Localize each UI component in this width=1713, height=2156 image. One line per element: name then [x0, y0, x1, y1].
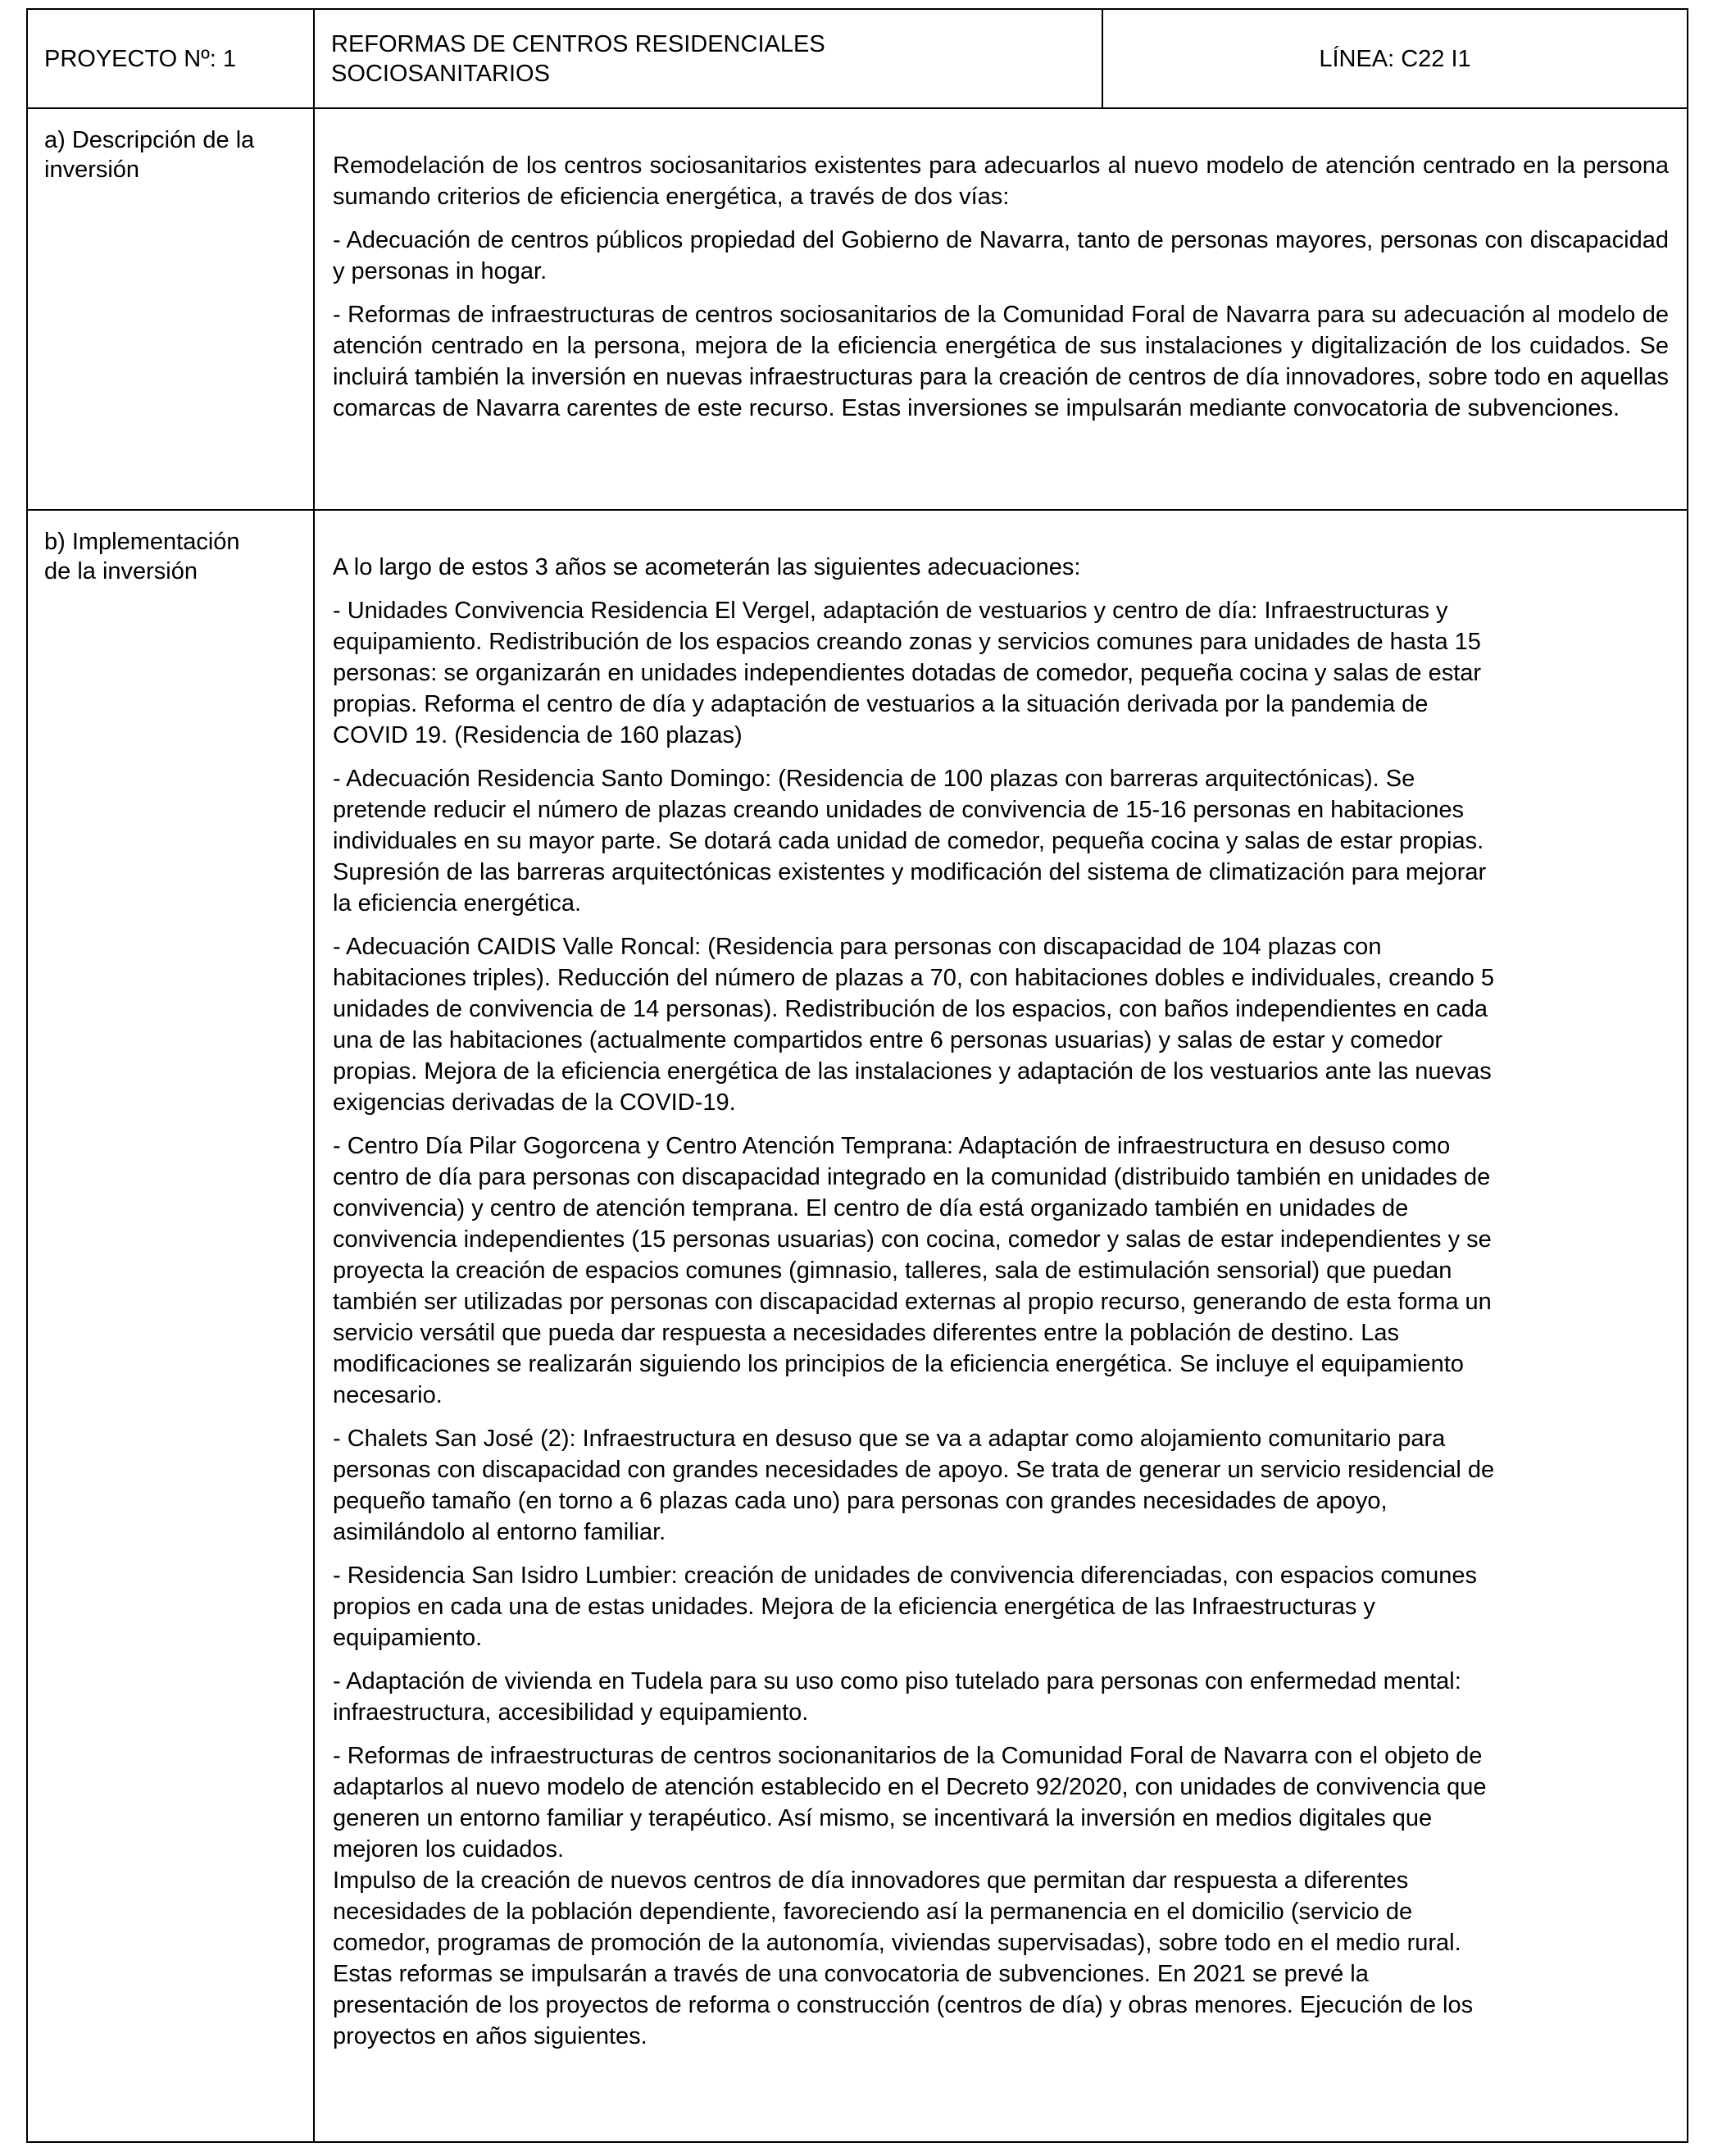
implementation-paragraph: - Chalets San José (2): Infraestructura en desuso que se va a adaptar como alojamiento comunitario para personas con discapacidad con grandes necesidades de apoyo. Se trata de generar un servicio residencial de pequeño tamaño (en torno a 6 plazas cada uno) para personas con grandes necesidades de apoyo, asimilándolo al entorno familiar. [333, 1426, 1495, 1545]
implementation-paragraph: - Adecuación Residencia Santo Domingo: (Residencia de 100 plazas con barreras arquitectónicas). Se pretende reducir el número de plazas creando unidades de convivencia de 15-16 personas en habitaciones individuales en su mayor parte. Se dotará cada unidad de comedor, pequeña cocina y salas de estar propias. Supresión de las barreras arquitectónicas existentes y modificación del sistema de climatización para mejorar la eficiencia energética. [333, 766, 1487, 917]
description-label-cell [27, 108, 314, 510]
project-number-cell [27, 9, 314, 108]
implementation-paragraph: A lo largo de estos 3 años se acometerán las siguientes adecuaciones: [333, 554, 1081, 580]
implementation-content-cell [314, 510, 1688, 2142]
description-paragraphs [315, 109, 1687, 424]
description-content-cell [314, 108, 1688, 510]
implementation-paragraph: - Residencia San Isidro Lumbier: creación de unidades de convivencia diferenciadas, con espacios comunes propios en cada una de estas unidades. Mejora de la eficiencia energética de las Infraestructuras y equipamiento. [333, 1562, 1478, 1651]
implementation-label: b) Implementación de la inversión [44, 529, 240, 584]
implementation-paragraph: - Unidades Convivencia Residencia El Vergel, adaptación de vestuarios y centro de día: Infraestructuras y equipamiento. Redistribución de los espacios creando zonas y servicios comunes para unidades de hasta 15 personas: se organizarán en unidades independientes dotadas de comedor, pequeña cocina y salas de estar propias. Reforma el centro de día y adaptación de vestuarios a la situación derivada por la pandemia de COVID 19. (Residencia de 160 plazas) [333, 598, 1482, 748]
project-title: REFORMAS DE CENTROS RESIDENCIALES SOCIOSANITARIOS [331, 30, 825, 87]
implementation-paragraph: - Adaptación de vivienda en Tudela para su uso como piso tutelado para personas con enfermedad mental: infraestructura, accesibilidad y equipamiento. [333, 1668, 1461, 1726]
description-row [27, 108, 1688, 510]
project-number: PROYECTO Nº: 1 [44, 45, 237, 72]
header-row [27, 9, 1688, 108]
implementation-paragraphs [315, 511, 1687, 2052]
description-paragraph: Remodelación de los centros sociosanitarios existentes para adecuarlos al nuevo modelo de atención centrado en la persona sumando criterios de eficiencia energética, a través de dos vías: [333, 152, 1669, 210]
description-label: a) Descripción de la inversión [44, 127, 255, 183]
implementation-paragraph: - Reformas de infraestructuras de centros socionanitarios de la Comunidad Foral de Navarra con el objeto de adaptarlos al nuevo modelo de atención establecido en el Decreto 92/2020, con unidades de convivencia que generen un entorno familiar y terapéutico. Así mismo, se incentivará la inversión en medios digitales que mejoren los cuidados. Impulso de la creación de nuevos centros de día innovadores que permitan dar respuesta a diferentes necesidades de la población dependiente, favoreciendo así la permanencia en el domicilio (servicio de comedor, programas de promoción de la autonomía, viviendas supervisadas), sobre todo en el medio rural. Estas reformas se impulsarán a través de una convocatoria de subvenciones. En 2021 se prevé la presentación de los proyectos de reforma o construcción (centros de día) y obras menores. Ejecución de los proyectos en años siguientes. [333, 1743, 1487, 2049]
project-table [26, 8, 1688, 2143]
line-label: LÍNEA: C22 I1 [1319, 45, 1471, 72]
implementation-paragraph: - Adecuación CAIDIS Valle Roncal: (Residencia para personas con discapacidad de 104 plazas con habitaciones triples). Reducción del número de plazas a 70, con habitaciones dobles e individuales, creando 5 unidades de convivencia de 14 personas). Redistribución de los espacios, con baños independientes en cada una de las habitaciones (actualmente compartidos entre 6 personas usuarias) y salas de estar y comedor propias. Mejora de la eficiencia energética de las instalaciones y adaptación de los vestuarios ante las nuevas exigencias derivadas de la COVID-19. [333, 934, 1495, 1116]
implementation-paragraph: - Centro Día Pilar Gogorcena y Centro Atención Temprana: Adaptación de infraestructura en desuso como centro de día para personas con discapacidad integrado en la comunidad (distribuido también en unidades de convivencia) y centro de atención temprana. El centro de día está organizado también en unidades de convivencia independientes (15 personas usuarias) con cocina, comedor y salas de estar independientes y se proyecta la creación de espacios comunes (gimnasio, talleres, sala de estimulación sensorial) que puedan también ser utilizadas por personas con discapacidad externas al propio recurso, generando de esta forma un servicio versátil que pueda dar respuesta a necesidades diferentes entre la población de destino. Las modificaciones se realizarán siguiendo los principios de la eficiencia energética. Se incluye el equipamiento necesario. [333, 1133, 1492, 1408]
implementation-row [27, 510, 1688, 2142]
implementation-label-cell [27, 510, 314, 2142]
project-title-cell [314, 9, 1102, 108]
description-paragraph: - Reformas de infraestructuras de centros sociosanitarios de la Comunidad Foral de Navarra para su adecuación al modelo de atención centrado en la persona, mejora de la eficiencia energética de sus instalaciones y digitalización de los cuidados. Se incluirá también la inversión en nuevas infraestructuras para la creación de centros de día innovadores, sobre todo en aquellas comarcas de Navarra carentes de este recurso. Estas inversiones se impulsarán mediante convocatoria de subvenciones. [333, 302, 1669, 421]
line-cell [1102, 9, 1688, 108]
description-paragraph: - Adecuación de centros públicos propiedad del Gobierno de Navarra, tanto de personas mayores, personas con discapacidad y personas in hogar. [333, 227, 1669, 284]
